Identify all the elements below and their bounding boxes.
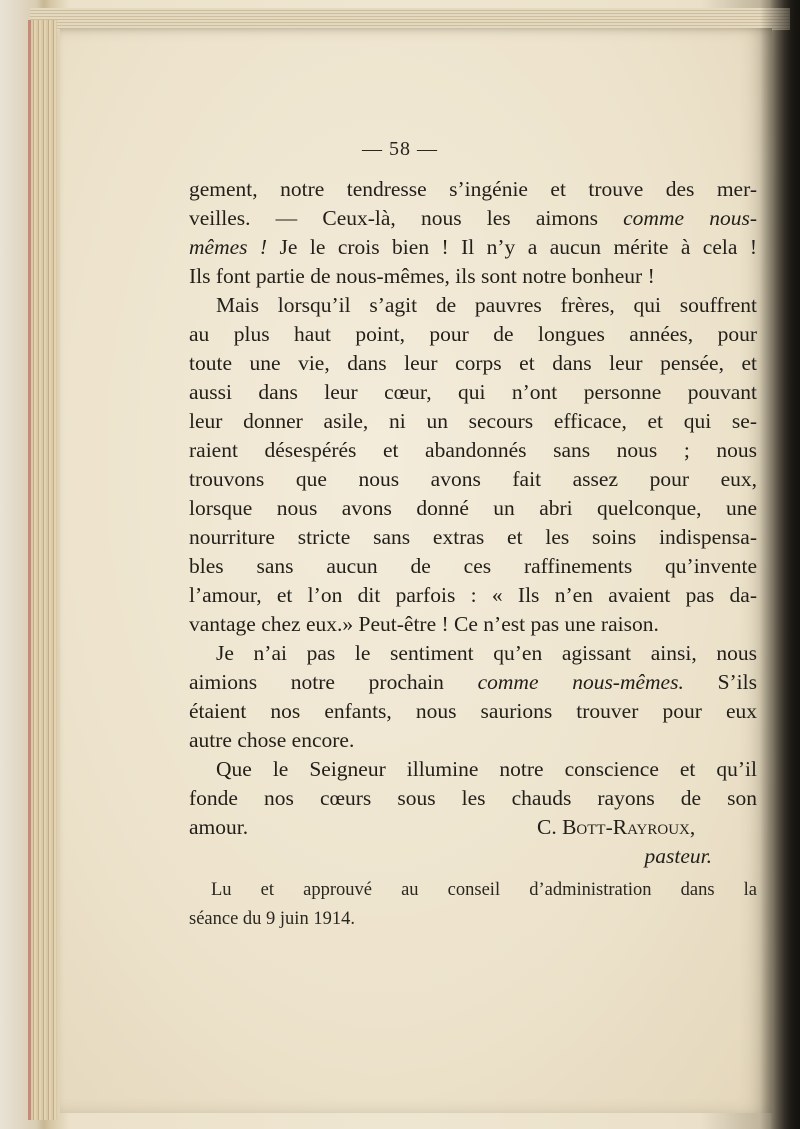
signature-title: pasteur. — [644, 844, 712, 868]
text-segment: vantage chez eux.» Peut-être ! Ce n’est pas une raison. — [189, 612, 659, 636]
text-line — [189, 726, 757, 755]
text-line — [189, 784, 757, 813]
text-segment: raient désespérés et abandonnés sans nous ; nous — [189, 438, 757, 462]
text-segment: aussi dans leur cœur, qui n’ont personne pouvant — [189, 380, 757, 404]
italic-text: mêmes ! — [189, 235, 268, 259]
body-text — [189, 175, 757, 871]
text-line — [189, 552, 757, 581]
text-segment: au plus haut point, pour de longues années, pour — [189, 322, 757, 346]
page-stack-top-edge — [30, 8, 790, 30]
text-line — [189, 610, 757, 639]
text-line — [189, 755, 757, 784]
signature-name: C. Bott-Rayroux, — [537, 815, 696, 839]
text-segment: lorsque nous avons donné un abri quelconque, une — [189, 496, 757, 520]
text-segment: S’ils — [683, 670, 757, 694]
closing-line — [189, 813, 757, 842]
text-line — [189, 465, 757, 494]
text-segment: Je n’ai pas le sentiment qu’en agissant ainsi, nous — [216, 641, 757, 665]
binding-shadow — [760, 0, 800, 1129]
body-lines — [189, 175, 757, 813]
text-line — [189, 320, 757, 349]
text-line — [189, 349, 757, 378]
text-line — [189, 436, 757, 465]
text-segment: Mais lorsqu’il s’agit de pauvres frères, qui souffrent — [216, 293, 757, 317]
text-line — [189, 639, 757, 668]
text-segment: autre chose encore. — [189, 728, 355, 752]
italic-text: comme nous-mêmes. — [477, 670, 684, 694]
text-segment: trouvons que nous avons fait assez pour eux, — [189, 467, 757, 491]
text-segment: Que le Seigneur illumine notre conscience et qu’il — [216, 757, 757, 781]
text-line — [189, 291, 757, 320]
text-segment: bles sans aucun de ces raffinements qu’invente — [189, 554, 757, 578]
text-segment: toute une vie, dans leur corps et dans leur pensée, et — [189, 351, 757, 375]
text-segment: nourriture stricte sans extras et les soins indispensa- — [189, 525, 757, 549]
text-line — [189, 233, 757, 262]
text-line — [189, 175, 757, 204]
text-line — [189, 668, 757, 697]
text-segment: aimions notre prochain — [189, 670, 478, 694]
text-line — [189, 204, 757, 233]
text-line — [189, 581, 757, 610]
text-line — [189, 523, 757, 552]
text-segment: Je le crois bien ! Il n’y a aucun mérite à cela ! — [267, 235, 757, 259]
text-segment: Ils font partie de nous-mêmes, ils sont notre bonheur ! — [189, 264, 655, 288]
text-segment: leur donner asile, ni un secours efficace, et qui se- — [189, 409, 757, 433]
text-segment: veilles. — Ceux-là, nous les aimons — [189, 206, 624, 230]
text-segment: étaient nos enfants, nous saurions trouver pour eux — [189, 699, 757, 723]
note-line-1: Lu et approuvé au conseil d’administration dans la — [211, 880, 757, 900]
page-number: — 58 — — [362, 138, 438, 160]
text-segment: l’amour, et l’on dit parfois : « Ils n’en avaient pas da- — [189, 583, 757, 607]
page-stack-left-edge — [28, 20, 57, 1120]
note-line-2: séance du 9 juin 1914. — [189, 909, 355, 929]
text-line — [189, 697, 757, 726]
text-line — [189, 378, 757, 407]
text-line — [189, 494, 757, 523]
italic-text: comme nous- — [623, 206, 757, 230]
text-line — [189, 407, 757, 436]
text-segment: gement, notre tendresse s’ingénie et trouve des mer- — [189, 177, 757, 201]
text-segment: fonde nos cœurs sous les chauds rayons de son — [189, 786, 757, 810]
approval-note — [189, 876, 757, 934]
text-line — [189, 262, 757, 291]
closing-word: amour. — [189, 815, 249, 839]
